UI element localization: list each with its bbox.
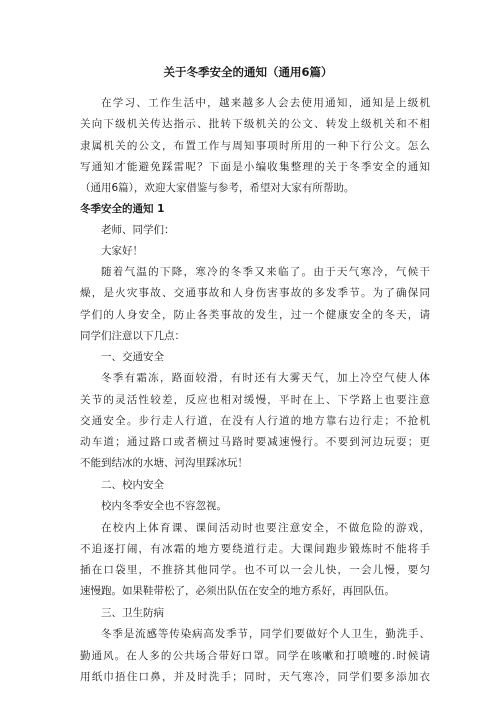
item1-line: 冬季有霜冻，路面较滑，有时还有大雾天气，加上冷空气使人体 [101,372,430,385]
salutation: 老师、同学们： [101,224,175,236]
body-line: 学们的人身安全，防止各类事故的发生，过一个健康安全的冬天，请 [80,308,430,321]
item1-line: 动车道；通过路口或者横过马路时要减速慢行。不要到河边玩耍；更 [80,436,430,449]
intro-line: 在学习、工作生活中，越来越多人会去使用通知，通知是上级机 [101,97,430,109]
body-line: 同学们注意以下几点： [80,329,185,342]
item1-line: 关节的灵活性较差，反应也相对缓慢，平时在上、下学路上也要注意 [80,393,430,406]
item2-line: 插在口袋里，不推挤其他同学。也不可以一会儿快，一会儿慢，要匀 [80,564,430,577]
salutation-block [80,220,430,263]
item2-line: 不追逐打闹，有冰霜的地方要绕道行走。大课间跑步锻炼时不能将手 [80,542,430,555]
document-title: 关于冬季安全的通知（通用6篇） [163,65,333,79]
item1-line: 交通安全。步行走人行道，在没有人行道的地方靠右边行走；不抢机 [80,414,430,427]
item2-line: 在校内上体育课、课间活动时也要注意安全，不做危险的游戏， [101,521,430,534]
body-line: 随着气温的下降，寒冷的冬季又来临了。由于天气寒冷，气候干 [101,266,430,278]
section-heading: 冬季安全的通知 1 [80,203,165,215]
intro-line: （通用6篇），欢迎大家借鉴与参考，希望对大家有所帮助。 [80,182,355,195]
item3-block [80,603,430,688]
item2-intro: 校内冬季安全也不容忽视。 [101,500,227,513]
item1-line: 不能到结冰的水塘、河沟里踩冰玩！ [80,457,248,470]
intro-line: 关向下级机关传达指示、批转下级机关的公文、转发上级机关和不相 [80,118,430,131]
item2-heading: 二、校内安全 [101,479,164,491]
item1-heading: 一、交通安全 [101,351,164,363]
section-heading-block [80,199,430,220]
greeting: 大家好！ [101,245,143,258]
item3-line: 冬季是流感等传染病高发季节，同学们要做好个人卫生，勤洗手、 [101,628,430,641]
body-paragraph-1 [80,262,430,347]
item2-block [80,475,430,603]
item1-block [80,347,430,475]
intro-line: 写通知才能避免踩雷呢？下面是小编收集整理的关于冬季安全的通知 [80,160,430,173]
item3-line: 用纸巾捂住口鼻，并及时洗手；同时，天气寒冷，同学们要多添加衣 [80,670,430,683]
intro-line: 隶属机关的公文，布置工作与周知事项时所用的一种下行公文。怎么 [80,139,430,152]
item3-line: 勤通风。在人多的公共场合带好口罩。同学在咳嗽和打喷嚏的.时候请 [80,649,430,662]
body-line: 燥，是火灾事故、交通事故和人身伤害事故的多发季节。为了确保同 [80,287,430,300]
intro-paragraph [80,93,430,199]
item3-heading: 三、卫生防病 [101,607,164,619]
item2-line: 速慢跑。如果鞋带松了，必须出队伍在安全的地方系好，再回队伍。 [80,585,395,598]
